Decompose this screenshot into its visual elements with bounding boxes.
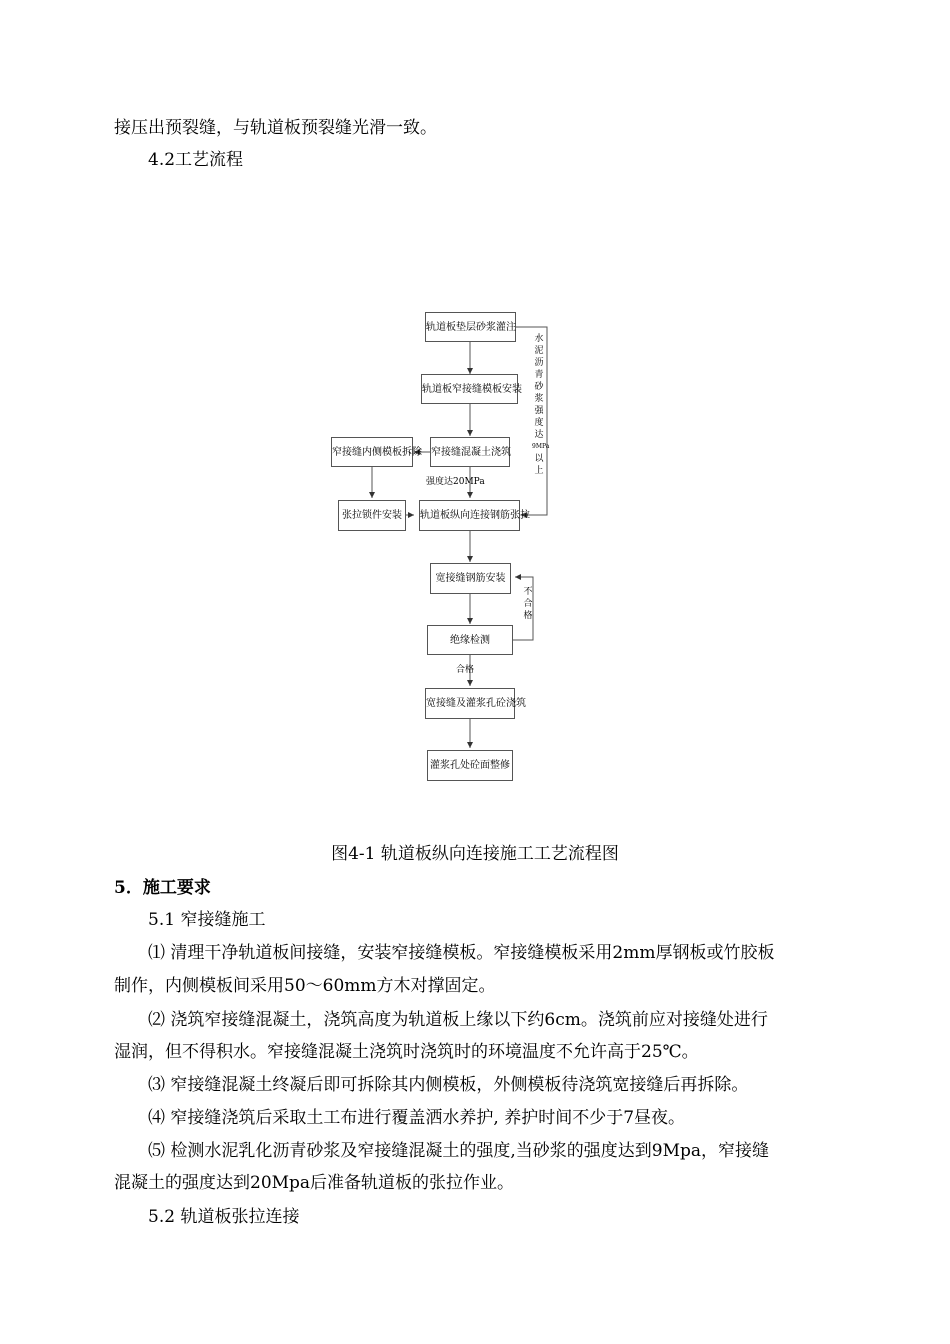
side-label-vertical: 水 泥 沥 青 砂 浆 强 度 达 9MPa 以 上 (532, 334, 550, 476)
line-1: 接压出预裂缝，与轨道板预裂缝光滑一致。 (114, 118, 437, 138)
flow-box-mortar-grouting: 轨道板垫层砂浆灌注 (425, 312, 516, 342)
flow-box-surface-repair: 灌浆孔处砼面整修 (427, 750, 513, 781)
section-5-2: 5.2 轨道板张拉连接 (148, 1207, 300, 1227)
paragraph-1-line-1: ⑴ 清理干净轨道板间接缝，安装窄接缝模板。窄接缝模板采用2mm厚钢板或竹胶板 (148, 943, 775, 963)
flow-box-tension-lock-install: 张拉锁件安装 (338, 500, 406, 531)
paragraph-5-line-2: 混凝土的强度达到20Mpa后准备轨道板的张拉作业。 (114, 1173, 515, 1193)
paragraph-2-line-2: 湿润，但不得积水。窄接缝混凝土浇筑时浇筑时的环境温度不允许高于25℃。 (114, 1042, 699, 1062)
paragraph-5-line-1: ⑸ 检测水泥乳化沥青砂浆及窄接缝混凝土的强度,当砂浆的强度达到9Mpa，窄接缝 (148, 1141, 770, 1161)
fail-label-vertical: 不 合 格 (523, 587, 533, 621)
flow-box-wide-joint-rebar: 宽接缝钢筋安装 (430, 563, 511, 594)
flow-box-narrow-joint-formwork: 轨道板窄接缝模板安装 (421, 374, 518, 404)
flow-box-insulation-test: 绝缘检测 (427, 625, 513, 655)
section-4-2: 4.2工艺流程 (148, 150, 244, 170)
flow-box-rebar-tensioning: 轨道板纵向连接钢筋张拉 (419, 500, 520, 531)
label-strength-20mpa: 强度达20MPa (426, 477, 485, 487)
paragraph-4: ⑷ 窄接缝浇筑后采取土工布进行覆盖洒水养护, 养护时间不少于7昼夜。 (148, 1108, 686, 1128)
paragraph-1-line-2: 制作，内侧模板间采用50～60mm方木对撑固定。 (114, 976, 496, 996)
figure-caption: 图4-1 轨道板纵向连接施工工艺流程图 (331, 844, 619, 864)
flow-box-inner-formwork-removal: 窄接缝内侧模板拆除 (331, 437, 413, 467)
flow-box-wide-joint-pour: 宽接缝及灌浆孔砼浇筑 (425, 688, 515, 719)
paragraph-2-line-1: ⑵ 浇筑窄接缝混凝土，浇筑高度为轨道板上缘以下约6cm。浇筑前应对接缝处进行 (148, 1010, 768, 1030)
label-pass: 合格 (456, 665, 475, 675)
paragraph-3: ⑶ 窄接缝混凝土终凝后即可拆除其内侧模板，外侧模板待浇筑宽接缝后再拆除。 (148, 1075, 749, 1095)
heading-5: 5．施工要求 (114, 878, 211, 898)
flow-box-narrow-joint-concrete: 窄接缝混凝土浇筑 (430, 437, 510, 467)
section-5-1: 5.1 窄接缝施工 (148, 910, 266, 930)
